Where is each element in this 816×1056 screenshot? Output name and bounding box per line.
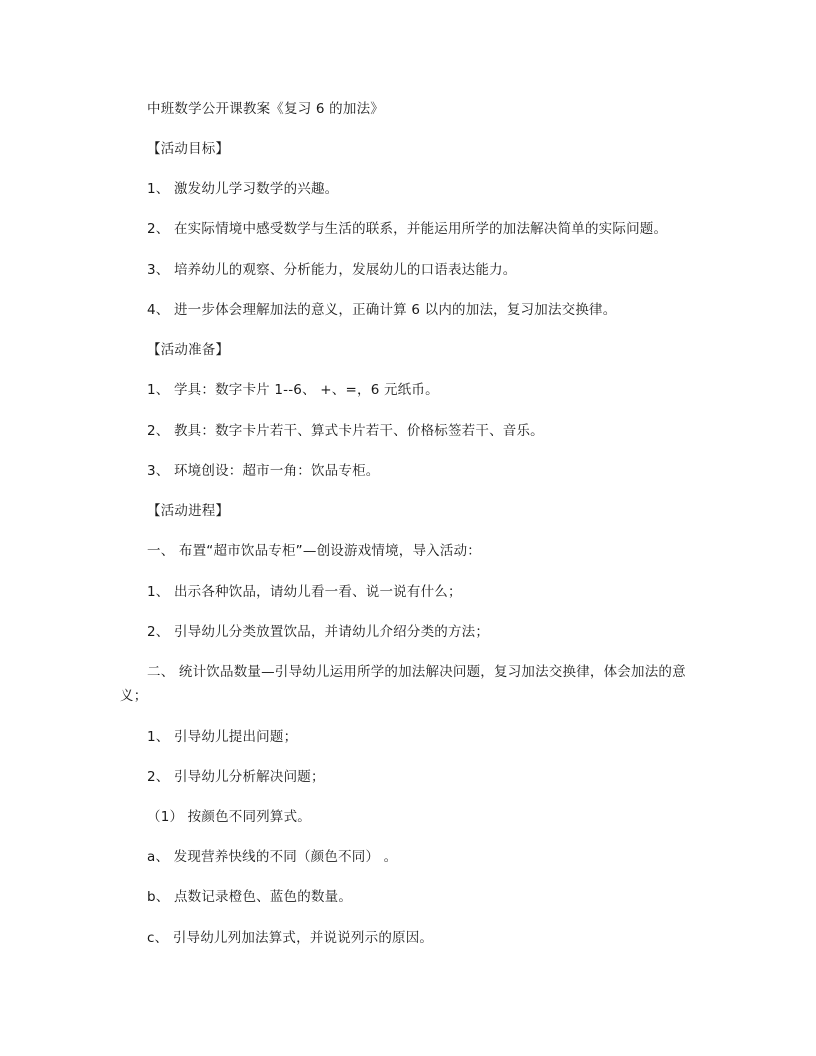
goal-item-2: 2、 在实际情境中感受数学与生活的联系，并能运用所学的加法解决简单的实际问题。 (147, 221, 668, 237)
goal-item-4: 4、 进一步体会理解加法的意义，正确计算 6 以内的加法，复习加法交换律。 (147, 302, 617, 318)
section-heading-goals: 【活动目标】 (147, 141, 230, 157)
prep-item-1: 1、 学具：数字卡片 1--6、 +、=，6 元纸币。 (147, 382, 439, 398)
process-step-1: 一、 布置“超市饮品专柜”—创设游戏情境，导入活动： (147, 543, 481, 559)
process-sub-1-item-c: c、 引导幼儿列加法算式，并说说列示的原因。 (147, 930, 434, 946)
goal-item-1: 1、 激发幼儿学习数学的兴趣。 (147, 181, 339, 197)
process-step-1-item-1: 1、 出示各种饮品，请幼儿看一看、说一说有什么； (147, 584, 462, 600)
goal-item-3: 3、 培养幼儿的观察、分析能力，发展幼儿的口语表达能力。 (147, 262, 517, 278)
process-step-1-item-2: 2、 引导幼儿分类放置饮品，并请幼儿介绍分类的方法； (147, 624, 490, 640)
process-step-2: 二、 统计饮品数量—引导幼儿运用所学的加法解决问题，复习加法交换律，体会加法的意义； (120, 664, 686, 704)
section-heading-process: 【活动进程】 (147, 503, 230, 519)
prep-item-2: 2、 教具：数字卡片若干、算式卡片若干、价格标签若干、音乐。 (147, 423, 544, 439)
process-step-2-item-1: 1、 引导幼儿提出问题； (147, 729, 298, 745)
process-sub-1: （1） 按颜色不同列算式。 (147, 809, 311, 825)
section-heading-prep: 【活动准备】 (147, 342, 230, 358)
process-step-2-item-2: 2、 引导幼儿分析解决问题； (147, 769, 325, 785)
document-title: 中班数学公开课教案《复习 6 的加法》 (147, 101, 384, 117)
prep-item-3: 3、 环境创设：超市一角：饮品专柜。 (147, 463, 380, 479)
process-sub-1-item-b: b、 点数记录橙色、蓝色的数量。 (147, 889, 353, 905)
process-sub-1-item-a: a、 发现营养快线的不同（颜色不同） 。 (147, 849, 398, 865)
